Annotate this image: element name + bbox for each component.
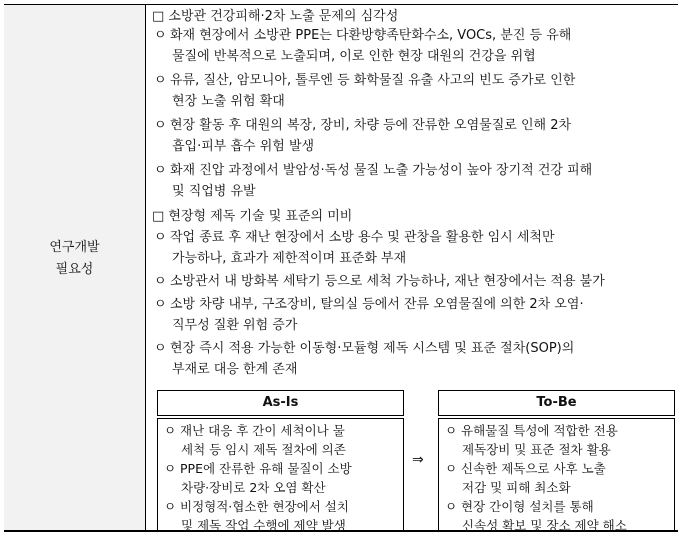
section1-bullet-1-cont: 물질에 반복적으로 노출되며, 이로 인한 현장 대원의 건강을 위협 (172, 49, 536, 64)
bullet-mark: ㅇ (154, 341, 167, 356)
tobe-header: To-Be (438, 390, 675, 416)
bullet-mark: ㅇ (154, 28, 167, 43)
section2-bullet-1 (154, 227, 555, 248)
content-cell (150, 5, 676, 533)
bullet-mark: ㅇ (154, 230, 167, 245)
row-label (4, 237, 145, 281)
bullet-text: 신속한 제독으로 사후 노출 (461, 461, 606, 476)
asis-bullet-3-cont: 및 제독 작업 수행에 제약 발생 (181, 518, 346, 533)
transition-arrow-icon: ⇒ (412, 452, 424, 468)
section1-bullet-2-cont: 현장 노출 위험 확대 (172, 94, 285, 109)
bullet-text: 현장 간이형 설치를 통해 (461, 499, 594, 514)
asis-bullet-1 (164, 421, 345, 441)
bullet-text: 현장 즉시 적용 가능한 이동형·모듈형 제독 시스템 및 표준 절차(SOP)의 (170, 341, 575, 356)
section1-bullet-4-cont: 및 직업병 유발 (172, 184, 256, 199)
section2-bullet-3-cont: 직무성 질환 위험 증가 (172, 318, 298, 333)
bullet-text: 소방 차량 내부, 구조장비, 탈의실 등에서 잔류 오염물질에 의한 2차 오염· (170, 297, 584, 312)
bullet-mark: ㅇ (154, 163, 167, 178)
research-necessity-table (4, 4, 678, 532)
asis-bullet-3 (164, 497, 349, 517)
section2-title: □ 현장형 제독 기술 및 표준의 미비 (152, 209, 353, 224)
bullet-text: 비정형적·협소한 현장에서 설치 (180, 499, 349, 514)
tobe-bullet-2 (445, 459, 606, 479)
bullet-mark: ㅇ (154, 73, 167, 88)
bullet-text: 재난 대응 후 간이 세척이나 물 (180, 423, 345, 438)
bullet-text: 작업 종료 후 재난 현장에서 소방 용수 및 관창을 활용한 임시 세척만 (170, 230, 555, 245)
bullet-mark: ㅇ (154, 297, 167, 312)
bullet-text: 소방관서 내 방화복 세탁기 등으로 세척 가능하나, 재난 현장에서는 적용 불가 (170, 274, 605, 289)
bullet-text: 유류, 질산, 암모니아, 톨루엔 등 화학물질 유출 사고의 빈도 증가로 인한 (170, 73, 576, 88)
bullet-mark: ㅇ (164, 423, 177, 438)
tobe-bullet-1-cont: 제독장비 및 표준 절차 활용 (462, 442, 611, 457)
bullet-text: 화재 진압 과정에서 발암성·독성 물질 노출 가능성이 높아 장기적 건강 피해 (170, 163, 593, 178)
section2-bullet-2 (154, 271, 605, 292)
section2-bullet-3 (154, 294, 584, 315)
row-label-line1: 연구개발 (49, 240, 100, 255)
asis-header: As-Is (157, 390, 404, 416)
asis-bullet-1-cont: 세척 등 임시 제독 절차에 의존 (181, 442, 346, 457)
bullet-mark: ㅇ (164, 499, 177, 514)
bullet-text: PPE에 잔류한 유해 물질이 소방 (180, 461, 352, 476)
row-label-cell (4, 5, 146, 530)
row-label-line2: 필요성 (55, 262, 94, 277)
section2-bullet-4-cont: 부재로 대응 한계 존재 (172, 362, 298, 377)
bullet-mark: ㅇ (445, 461, 458, 476)
bullet-mark: ㅇ (445, 499, 458, 514)
section1-bullet-2 (154, 70, 575, 91)
bullet-mark: ㅇ (164, 461, 177, 476)
bullet-text: 유해물질 특성에 적합한 전용 (461, 423, 618, 438)
tobe-bullet-3-cont: 신속성 확보 및 장소 제약 해소 (462, 518, 627, 533)
section2-bullet-4 (154, 338, 574, 359)
bullet-text: 현장 활동 후 대원의 복장, 장비, 차량 등에 잔류한 오염물질로 인해 2차 (170, 118, 572, 133)
tobe-box (438, 418, 675, 531)
section1-bullet-3-cont: 흡입·피부 흡수 위험 발생 (172, 139, 315, 154)
section1-title: □ 소방관 건강피해·2차 노출 문제의 심각성 (152, 9, 399, 24)
bullet-mark: ㅇ (154, 118, 167, 133)
bullet-mark: ㅇ (445, 423, 458, 438)
section1-bullet-3 (154, 115, 571, 136)
bullet-mark: ㅇ (154, 274, 167, 289)
tobe-bullet-1 (445, 421, 618, 441)
section2-bullet-1-cont: 가능하나, 효과가 제한적이며 표준화 부재 (172, 251, 407, 266)
tobe-bullet-3 (445, 497, 594, 517)
asis-bullet-2 (164, 459, 352, 479)
section1-bullet-4 (154, 160, 592, 181)
bullet-text: 화재 현장에서 소방관 PPE는 다환방향족탄화수소, VOCs, 분진 등 유해 (170, 28, 572, 43)
section1-bullet-1 (154, 25, 571, 46)
asis-bullet-2-cont: 차량·장비로 2차 오염 확산 (181, 480, 326, 495)
tobe-bullet-2-cont: 저감 및 피해 최소화 (462, 480, 571, 495)
asis-box (157, 418, 404, 531)
